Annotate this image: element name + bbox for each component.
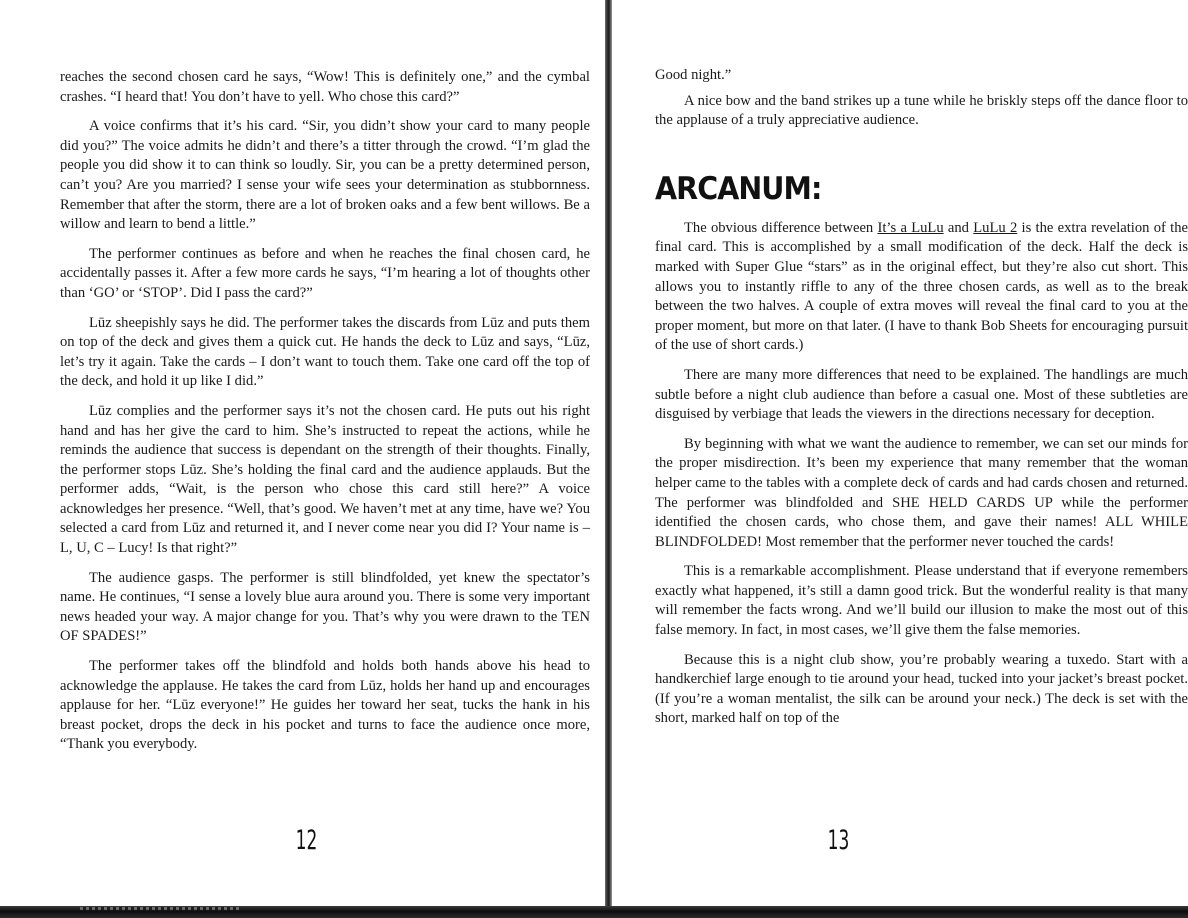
- right-page-text: [655, 66, 1188, 739]
- left-paragraph-7: The performer takes off the blindfold and holds both hands above his head to acknowledge the applause. He takes the card from Lūz, holds her hand up and encourages applause for her. “Lūz everyone!” He guides her toward her seat, tucks the hank in his breast pocket, drops the deck in his pocket and turns to face the audience once more, “Thank you everybody.: [60, 658, 590, 753]
- right-paragraph-bow: A nice bow and the band strikes up a tune while he briskly steps off the dance floor to the applause of a truly appreciative audience.: [655, 92, 1188, 129]
- right-paragraph-tuxedo: Because this is a night club show, you’re probably wearing a tuxedo. Start with a handkerchief large enough to tie around your head, tucked into your jacket’s breast pocket. (If you’re a woman mentalist, the silk can be around your neck.) The deck is set with the short, marked half on top of the: [655, 651, 1188, 727]
- book-bottom-edge-highlight: [80, 907, 240, 910]
- left-page-text: [60, 68, 590, 765]
- right-paragraph-misdirection: By beginning with what we want the audience to remember, we can set our minds for the proper misdirection. It’s been my experience that many remember that the woman helper came to the tables with a complete deck of cards and had cards chosen and returned. The performer was blindfolded and SHE HELD CARDS UP while the performer identified the chosen cards, who chose them, and gave their names! ALL WHILE BLINDFOLDED! Most remember that the performer never touched the cards!: [655, 435, 1188, 550]
- page-number-left: 12: [295, 825, 318, 856]
- right-paragraph-accomplishment: This is a remarkable accomplishment. Please understand that if everyone remembers exactly what happened, it’s still a damn good trick. But the wonderful reality is that many will remember the facts wrong. And we’ll build our illusion to make the most out of this false memory. In fact, in most cases, we’ll give them the false memories.: [655, 563, 1188, 639]
- section-heading-arcanum: ARCANUM:: [655, 170, 822, 207]
- page-number-right: 13: [827, 825, 850, 856]
- trick-title-its-a-lulu: It’s a LuLu: [877, 219, 944, 236]
- left-paragraph-2: A voice confirms that it’s his card. “Sir, you didn’t show your card to many people did you?” The voice admits he didn’t and there’s a titter through the crowd. “I’m glad the people you did show it to can think so loudly. Sir, you can be a pretty determined person, can’t you? Are you married? I sense your wife sees your determination as stubbornness. Remember that after the storm, there are a lot of broken oaks and a few bent willows. Be a willow and learn to bend a little.”: [60, 118, 590, 233]
- intro-text-start: The obvious difference between: [684, 219, 878, 236]
- left-paragraph-3: The performer continues as before and when he reaches the final chosen card, he accidentally passes it. After a few more cards he says, “I’m hearing a lot of thoughts other than ‘GO’ or ‘STOP’. Did I pass the card?”: [60, 245, 590, 301]
- right-paragraph-differences: There are many more differences that need to be explained. The handlings are much subtle before a night club audience than before a casual one. Most of these subtleties are disguised by verbiage that leads the viewers in the directions necessary for deception.: [655, 366, 1188, 423]
- left-paragraph-1: reaches the second chosen card he says, “Wow! This is definitely one,” and the cymbal crashes. “I heard that! You don’t have to yell. Who chose this card?”: [60, 69, 590, 105]
- intro-text-and: and: [943, 219, 974, 236]
- right-paragraph-arcanum-intro: [655, 219, 1188, 356]
- trick-title-lulu-2: LuLu 2: [973, 219, 1018, 236]
- book-gutter: [605, 0, 612, 906]
- right-paragraph-good-night: Good night.”: [655, 67, 732, 83]
- intro-text-rest: is the extra revelation of the final card. This is accomplished by a small modification of the deck. Half the deck is marked with Super Glue “stars” as in the original effect, but they’re also cut short. This allows you to instantly riffle to any of the three chosen cards, as well as to the break between the two halves. A couple of extra moves will reveal the final card to you at the proper moment, but more on that later. (I have to thank Bob Sheets for encouraging pursuit of the use of short cards.): [655, 219, 1188, 354]
- left-paragraph-6: The audience gasps. The performer is still blindfolded, yet knew the spectator’s name. He continues, “I sense a lovely blue aura around you. There is some very important news headed your way. A major change for you. That’s why you were drawn to the TEN OF SPADES!”: [60, 569, 590, 645]
- left-paragraph-4: Lūz sheepishly says he did. The performer takes the discards from Lūz and puts them on top of the deck and gives them a quick cut. He hands the deck to Lūz and says, “Lūz, let’s try it again. Take the cards – I don’t want to touch them. Take one card off the top of the deck, and hold it up like I did.”: [60, 314, 590, 390]
- right-page: [612, 0, 1188, 918]
- left-paragraph-5: Lūz complies and the performer says it’s not the chosen card. He puts out his right hand and has her give the card to him. She’s instructed to repeat the actions, while he reminds the audience that success is dependant on the strength of their thoughts. Finally, the performer stops Lūz. She’s holding the final card and the audience applauds. But the performer adds, “Wait, is the person who chose this card still here?” A voice acknowledges her presence. “Well, that’s good. We haven’t met at any time, have we? You selected a card from Lūz and returned it, and I never come near you did I? Your name is – L, U, C – Lucy! Is that right?”: [60, 402, 590, 557]
